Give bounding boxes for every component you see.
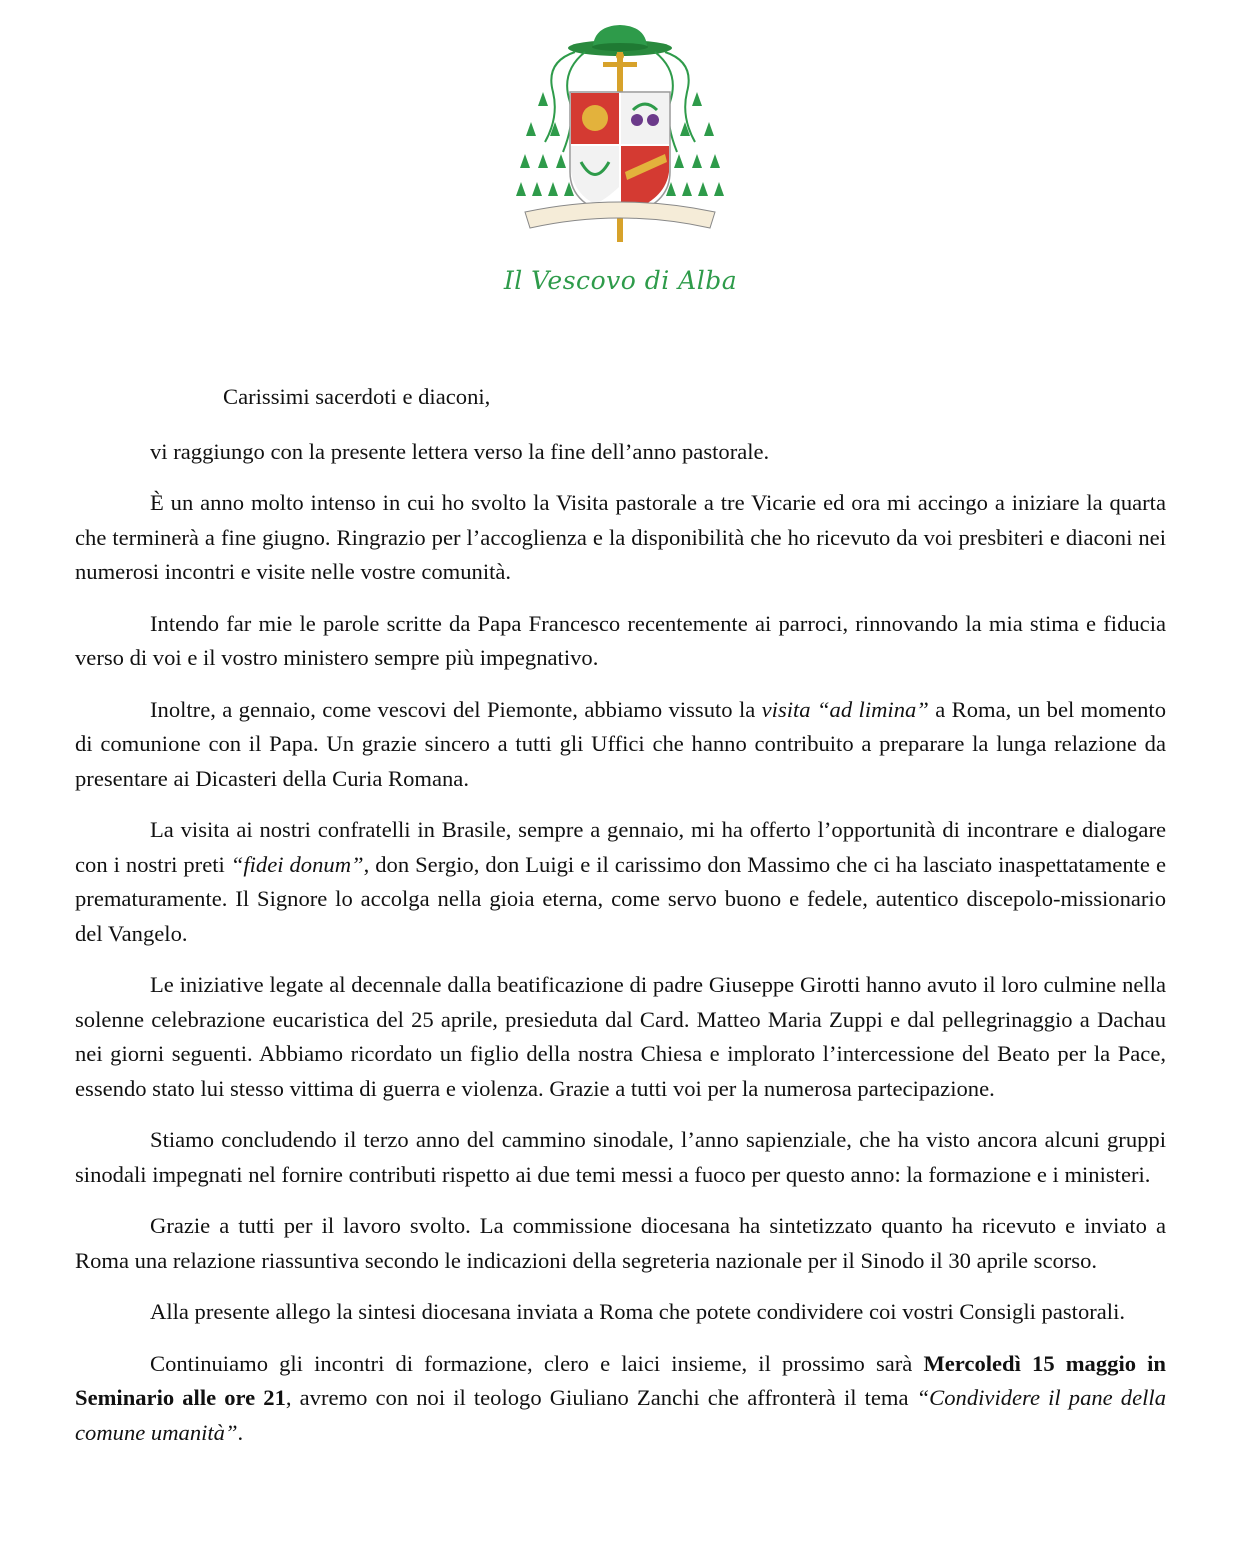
paragraph-4-italic: visita “ad limina” <box>761 696 929 722</box>
paragraph-10-text-c: . <box>237 1419 244 1445</box>
letter-body <box>75 380 1166 1450</box>
paragraph-4 <box>75 693 1166 797</box>
episcopal-coat-of-arms <box>515 22 725 247</box>
salutation: Carissimi sacerdoti e diaconi, <box>223 384 491 409</box>
paragraph-10-italic: “Condividere il pane della comune umanità” <box>75 1385 1166 1445</box>
paragraph-10-text-b: , avremo con noi il teologo Giuliano Zanchi che affronterà il tema <box>285 1385 917 1410</box>
paragraph-9: Alla presente allego la sintesi diocesana inviata a Roma che potete condividere coi vostri Consigli pastorali. <box>150 1299 1126 1324</box>
paragraph-4-text-a: Inoltre, a gennaio, come vescovi del Piemonte, abbiamo vissuto la <box>150 696 762 722</box>
paragraph-10-text-a: Continuiamo gli incontri di formazione, clero e laici insieme, il prossimo sarà <box>150 1350 924 1376</box>
paragraph-3: Intendo far mie le parole scritte da Papa Francesco recentemente ai parroci, rinnovando la mia stima e fiducia verso di voi e il vostro ministero sempre più impegnativo. <box>75 610 1166 670</box>
paragraph-1: vi raggiungo con la presente lettera verso la fine dell’anno pastorale. <box>150 438 770 464</box>
paragraph-4-text-b: a Roma, un bel momento di comunione con il Papa. Un grazie sincero a tutti gli Uffici che hanno contribuito a preparare la lunga relazione da presentare ai Dicasteri della Curia Romana. <box>75 696 1166 791</box>
paragraph-5 <box>75 813 1166 951</box>
paragraph-7: Stiamo concludendo il terzo anno del cammino sinodale, l’anno sapienziale, che ha visto ancora alcuni gruppi sinodali impegnati nel fornire contributi rispetto ai due temi messi a fuoco per questo anno: la formazione e i ministeri. <box>75 1127 1166 1187</box>
sender-title: Il Vescovo di Alba <box>503 266 738 295</box>
paragraph-10 <box>75 1347 1166 1451</box>
paragraph-5-text-b: , don Sergio, don Luigi e il carissimo don Massimo che ci ha lasciato inaspettatamente e prematuramente. Il Signore lo accolga nella gioia eterna, come servo buono e fedele, autentico discepolo-missionario del Vangelo. <box>75 851 1166 946</box>
paragraph-2: È un anno molto intenso in cui ho svolto la Visita pastorale a tre Vicarie ed ora mi accingo a iniziare la quarta che terminerà a fine giugno. Ringrazio per l’accoglienza e la disponibilità che ho ricevuto da voi presbiteri e diaconi nei numerosi incontri e visite nelle vostre comunità. <box>75 490 1166 584</box>
paragraph-5-italic: “fidei donum” <box>230 851 364 877</box>
paragraph-5-text-a: La visita ai nostri confratelli in Brasile, sempre a gennaio, mi ha offerto l’opportunità di incontrare e dialogare con i nostri preti <box>75 817 1166 877</box>
paragraph-6: Le iniziative legate al decennale dalla beatificazione di padre Giuseppe Girotti hanno avuto il loro culmine nella solenne celebrazione eucaristica del 25 aprile, presieduta dal Card. Matteo Maria Zuppi e dal pellegrinaggio a Dachau nei giorni seguenti. Abbiamo ricordato un figlio della nostra Chiesa e implorato l’intercessione del Beato per la Pace, essendo stato lui stesso vittima di guerra e violenza. Grazie a tutti voi per la numerosa partecipazione. <box>75 972 1166 1101</box>
paragraph-10-bold: Mercoledì 15 maggio in Seminario alle ore 21 <box>75 1350 1166 1410</box>
paragraph-8: Grazie a tutti per il lavoro svolto. La commissione diocesana ha sintetizzato quanto ha ricevuto e inviato a Roma una relazione riassuntiva secondo le indicazioni della segreteria nazionale per il Sinodo il 30 aprile scorso. <box>75 1213 1166 1273</box>
